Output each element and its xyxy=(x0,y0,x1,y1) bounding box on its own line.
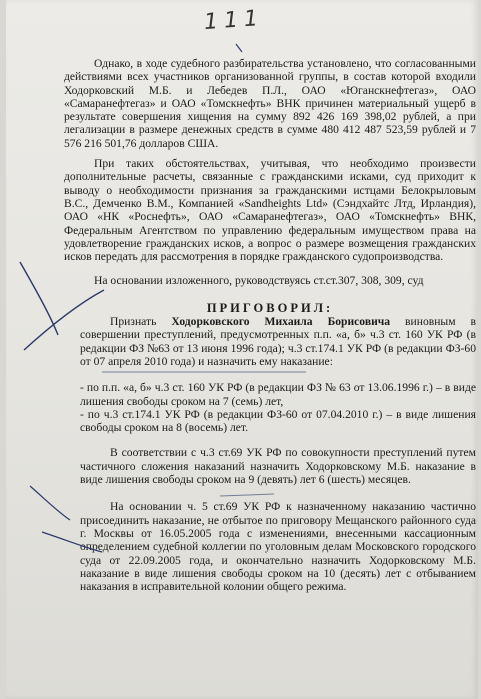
sentence-item-1: - по п.п. «а, б» ч.3 ст. 160 УК РФ (в редакции ФЗ № 63 от 13.06.1996 г.) – в виде лишения свободы сроком на 7 (семь) лет, xyxy=(80,381,476,408)
guilty-text: виновным в совершении преступлений, предусмотренных п.п. «а, б» ч.3 ст. 160 УК РФ (в редакции ФЗ №63 от 13 июня 1996 года); ч.3 ст.174.1 УК РФ (в редакции ФЗ-60 от 07 апреля 2010 года) и назначить ему наказание: xyxy=(80,315,476,368)
paragraph-guilty xyxy=(80,315,476,368)
paragraph-damages: Однако, в ходе судебного разбирательства установлено, что согласованными действиями всех участников организованной группы, в состав которой входили Ходорковский М.Б. и Лебедев П.Л., ОАО «Юганскнефтегаз», ОАО «Самаранефтегаз» и ОАО «Томскнефть» ВНК причинен материальный ущерб в результате совершения хищения на сумму 892 426 169 398,02 рублей, а при легализации в размере денежных средств в сумме 480 412 487 523,59 рублей и 7 576 216 501,76 долларов США. xyxy=(64,57,476,150)
paragraph-cumulative-sentence: В соответствии с ч.3 ст.69 УК РФ по совокупности преступлений путем частичного сложения наказаний назначить Ходорковскому М.Б. наказание в виде лишения свободы сроком на 9 (девять) лет 6 (шесть) месяцев. xyxy=(80,446,476,487)
paragraph-civil-claims: При таких обстоятельствах, учитывая, что необходимо произвести дополнительные расчеты, связанные с гражданскими исками, суд приходит к выводу о необходимости признания за гражданскими истцами Белокрыловым В.С., Демченко В.М., Компанией «Sandheights Ltd» (Сэндхайтс Лтд, Ирландия), ОАО «НК «Роснефть», ОАО «Самаранефтегаз», ОАО «Томскнефть» ВНК, Федеральным Агентством по управлению федеральным имуществом права на удовлетворение гражданских исков, а вопрос о размере возмещения гражданских исков передать для рассмотрения в порядке гражданского судопроизводства. xyxy=(64,157,476,264)
verdict-block xyxy=(64,315,476,593)
pen-tick-top xyxy=(236,44,242,52)
pen-stroke-left xyxy=(20,262,58,335)
paragraph-grounds: На основании изложенного, руководствуясь ст.ст.307, 308, 309, суд xyxy=(94,274,424,288)
document-page xyxy=(6,0,478,699)
document-body xyxy=(64,57,476,593)
verdict-heading: ПРИГОВОРИЛ: xyxy=(206,300,334,315)
page-number: 111 xyxy=(203,5,265,36)
defendant-name: Ходорковского Михаила Борисовича xyxy=(171,315,391,329)
sentence-item-2: - по ч.3 ст.174.1 УК РФ (в редакции ФЗ-60 от 07.04.2010 г.) – в виде лишения свободы сроком на 8 (восемь) лет. xyxy=(80,407,476,435)
paragraph-final-sentence: На основании ч. 5 ст.69 УК РФ к назначенному наказанию частично присоединить наказание, не отбытое по приговору Мещанского районного суда г. Москвы от 16.05.2005 года с изменениями, внесенными кассационным определением судебной коллегии по уголовным делам Московского городского суда от 22.09.2005 года, и окончательно назначить Ходорковскому М.Б. наказание в виде лишения свободы сроком на 10 (десять) лет с отбыванием наказания в исправительной колонии общего режима. xyxy=(80,500,476,594)
guilty-prefix: Признать xyxy=(110,315,172,329)
